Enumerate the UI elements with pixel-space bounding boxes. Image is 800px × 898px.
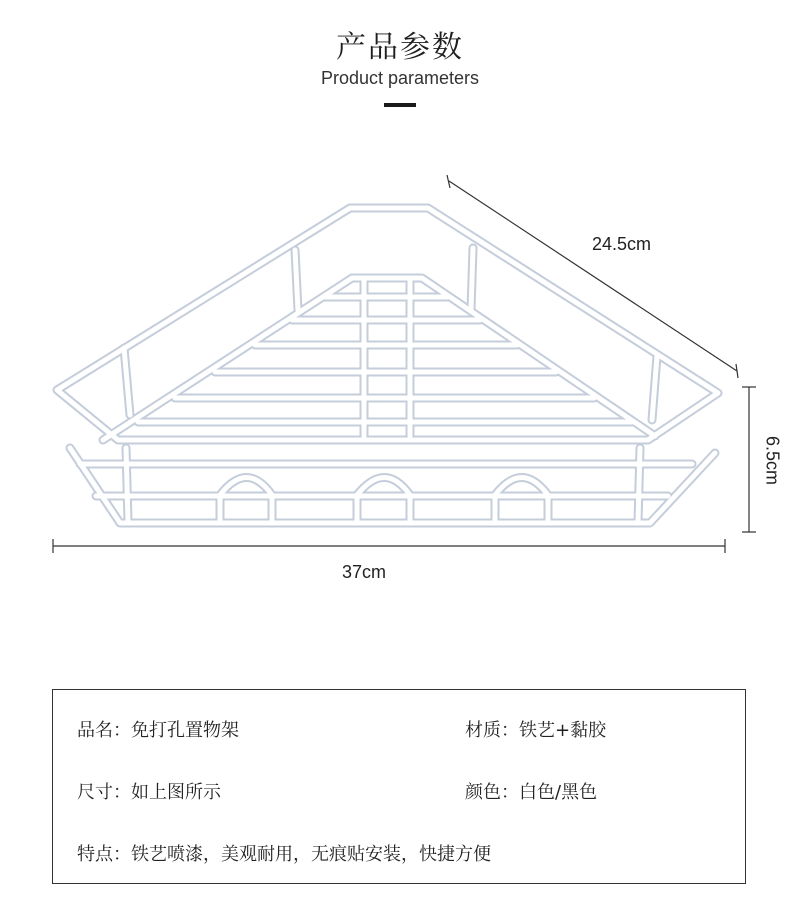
- rack-wires: [57, 208, 718, 523]
- param-size: 尺寸：如上图所示: [77, 782, 221, 803]
- parameters-table: [52, 689, 746, 884]
- page-title: 产品参数: [336, 30, 464, 65]
- param-color: 颜色：白色/黑色: [465, 782, 598, 803]
- height-dimension-label: 6.5cm: [762, 435, 783, 486]
- param-features: 特点：铁艺喷漆，美观耐用，无痕贴安装，快捷方便: [77, 844, 491, 865]
- width-dimension-label: 37cm: [342, 562, 387, 582]
- title-underline: [384, 103, 416, 107]
- corner-rack-illustration: [0, 160, 800, 600]
- param-material: 材质：铁艺+黏胶: [465, 720, 607, 741]
- depth-dimension-label: 24.5cm: [592, 234, 652, 254]
- param-product-name: 品名：免打孔置物架: [77, 720, 239, 741]
- page-subtitle: Product parameters: [320, 68, 480, 88]
